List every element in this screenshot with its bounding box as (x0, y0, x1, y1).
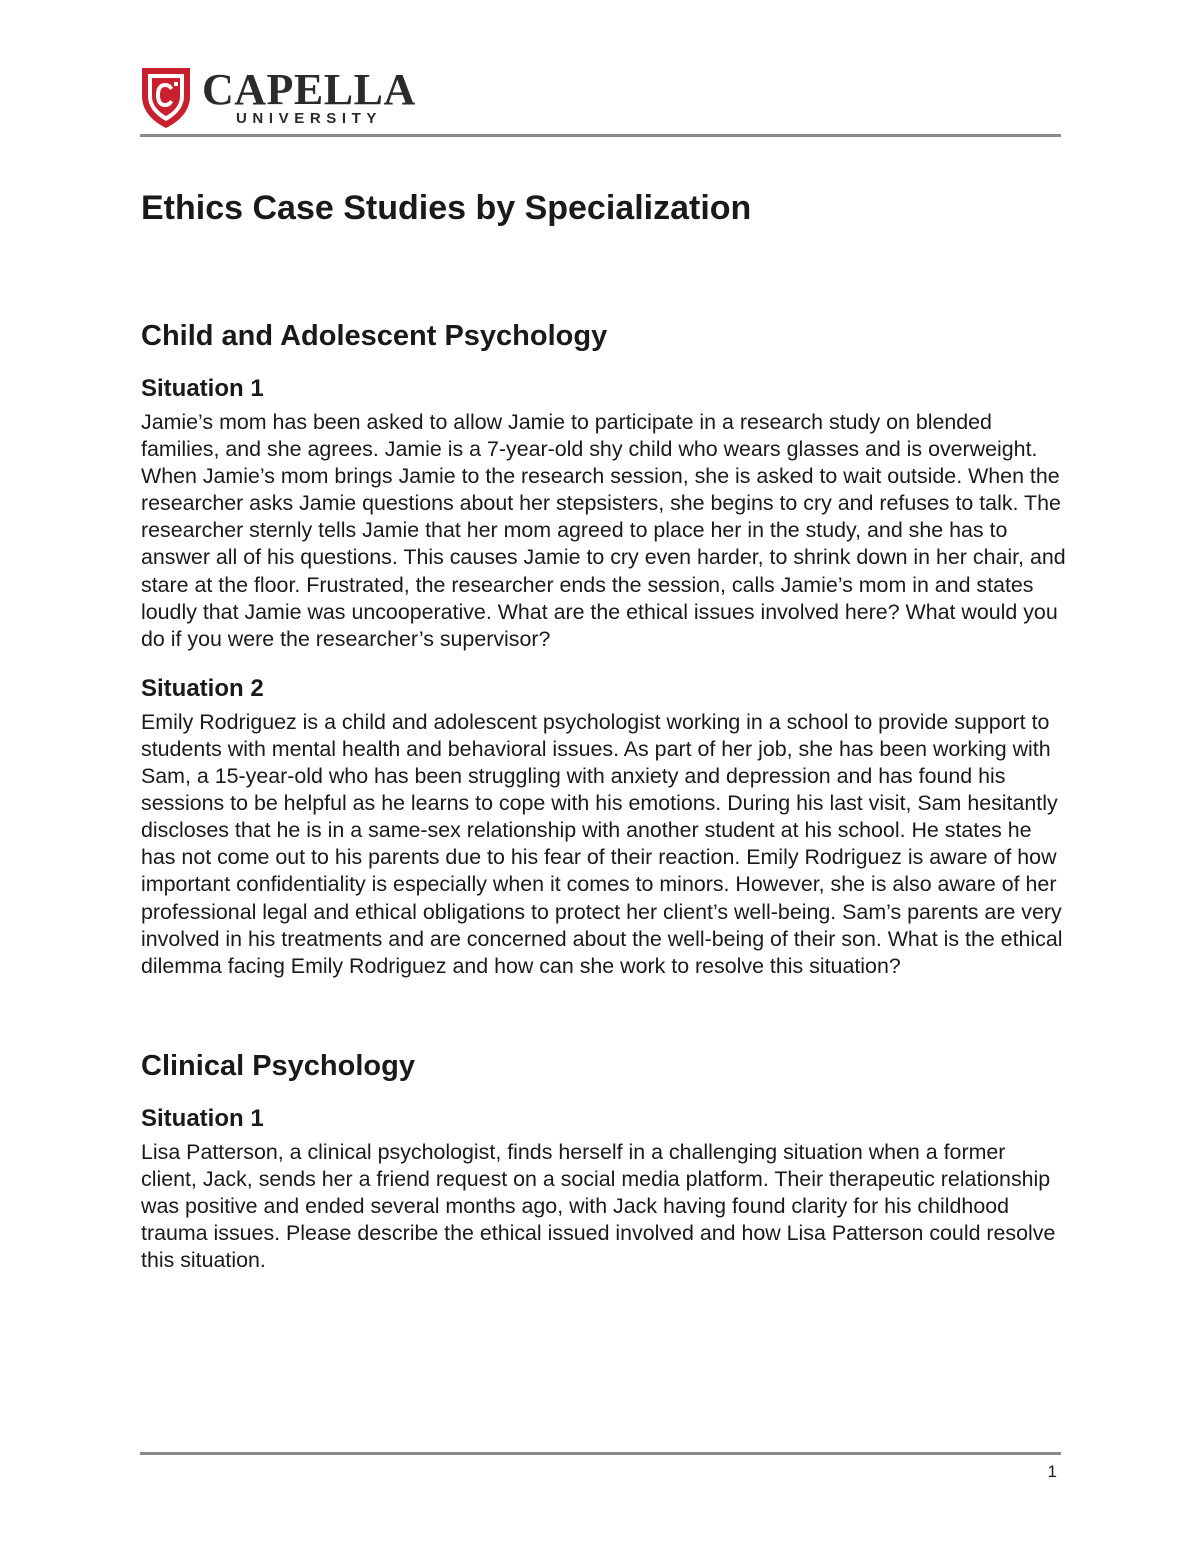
page-number: 1 (1047, 1462, 1057, 1481)
header-divider (140, 134, 1061, 137)
situation-text: Lisa Patterson, a clinical psychologist, finds herself in a challenging situation when a former client, Jack, sends her a friend request on a social media platform. Their therapeutic relationship was positive and ended several months ago, with Jack having found clarity for his childhood trauma issues. Please describe the ethical issued involved and how Lisa Patterson could resolve this situation. (141, 1139, 1056, 1273)
situation-text: Emily Rodriguez is a child and adolescent psychologist working in a school to provide support to students with mental health and behavioral issues. As part of her job, she has been working with Sam, a 15-year-old who has been struggling with anxiety and depression and has found his sessions to be helpful as he learns to cope with his emotions. During his last visit, Sam hesitantly discloses that he is in a same-sex relationship with another student at his school. He states he has not come out to his parents due to his fear of their reaction. Emily Rodriguez is aware of how important confidentiality is especially when it comes to minors. However, she is also aware of her professional legal and ethical obligations to protect her client’s well-being. Sam’s parents are very involved in his treatments and are concerned about the well-being of their son. What is the ethical dilemma facing Emily Rodriguez and how can she work to resolve this situation? (141, 709, 1063, 978)
logo-wordmark: CAPELLA (202, 65, 416, 114)
section-heading-child-adolescent: Child and Adolescent Psychology (141, 320, 608, 352)
section-heading-clinical: Clinical Psychology (141, 1049, 415, 1082)
situation-heading: Situation 1 (141, 375, 264, 402)
shield-icon (140, 66, 192, 130)
footer-divider (140, 1452, 1061, 1455)
logo-subtitle: UNIVERSITY (236, 110, 383, 127)
capella-logo (140, 66, 430, 132)
situation-heading: Situation 2 (141, 674, 264, 702)
situation-heading: Situation 1 (141, 1104, 264, 1132)
situation-text: Jamie’s mom has been asked to allow Jamie to participate in a research study on blended families, and she agrees. Jamie is a 7-year-old shy child who wears glasses and is overweight. When Jamie’s mom brings Jamie to the research session, she is asked to wait outside. When the researcher asks Jamie questions about her stepsisters, she begins to cry and refuses to talk. The researcher sternly tells Jamie that her mom agreed to place her in the study, and she has to answer all of his questions. This causes Jamie to cry even harder, to shrink down in her chair, and stare at the floor. Frustrated, the researcher ends the session, calls Jamie’s mom in and states loudly that Jamie was uncooperative. What are the ethical issues involved here? What would you do if you were the researcher’s supervisor? (141, 410, 1066, 651)
document-body (141, 186, 1066, 1274)
document-title: Ethics Case Studies by Specialization (141, 189, 752, 227)
